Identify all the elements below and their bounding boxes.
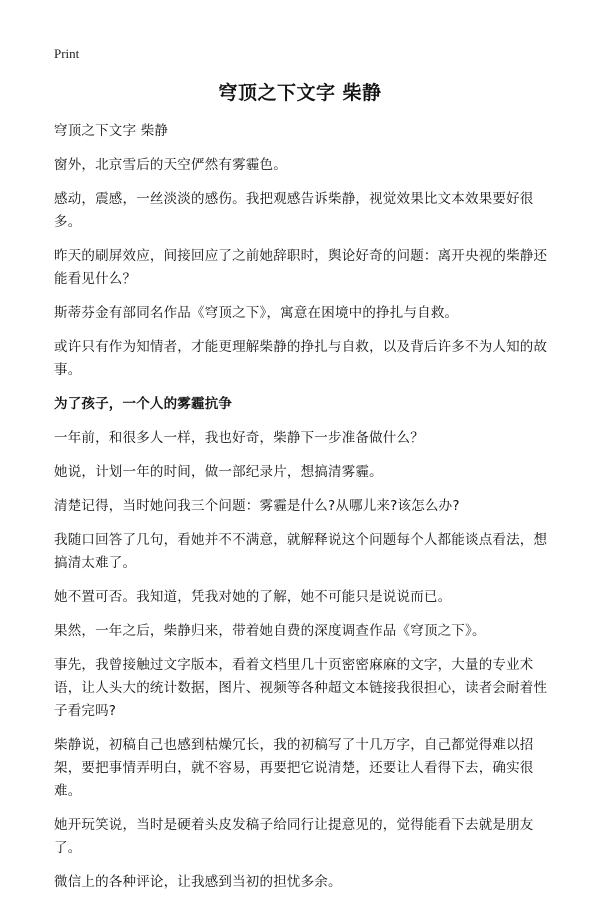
paragraph: 一年前，和很多人一样，我也好奇，柴静下一步准备做什么？ [54,430,424,446]
paragraph: 窗外，北京雪后的天空俨然有雾霾色。 [54,157,287,173]
paragraph: 我随口回答了几句，看她并不不满意，就解释说这个问题每个人都能谈点看法，想搞清太难了。 [54,532,548,571]
article-body [54,120,548,905]
paragraph: 她不置可否。我知道，凭我对她的了解，她不可能只是说说而已。 [54,589,452,605]
paragraph: 清楚记得，当时她问我三个问题：雾霾是什么?从哪儿来?该怎么办? [54,498,460,514]
paragraph: 柴静说，初稿自己也感到枯燥冗长，我的初稿写了十几万字，自己都觉得难以招架，要把事情弄明白，就不容易，再要把它说清楚，还要让人看得下去，确实很难。 [54,737,534,799]
paragraph: 她说，计划一年的时间，做一部纪录片，想搞清雾霾。 [54,464,383,480]
paragraph: 她开玩笑说，当时是硬着头皮发稿子给同行让提意见的，觉得能看下去就是朋友了。 [54,817,534,856]
paragraph: 事先，我曾接触过文字版本，看着文档里几十页密密麻麻的文字，大量的专业术语，让人头大的统计数据，图片、视频等各种超文本链接我很担心，读者会耐着性子看完吗? [54,657,548,719]
page-title: 穹顶之下文字 柴静 [218,82,382,104]
paragraph: 昨天的刷屏效应，间接回应了之前她辞职时，舆论好奇的问题：离开央视的柴静还能看见什么？ [54,248,548,287]
section-heading: 为了孩子，一个人的雾霾抗争 [54,396,233,412]
paragraph: 果然，一年之后，柴静归来，带着她自费的深度调查作品《穹顶之下》。 [54,623,486,639]
article-subtitle: 穹顶之下文字 柴静 [54,123,169,139]
print-link[interactable]: Print [54,46,80,61]
paragraph: 斯蒂芬金有部同名作品《穹顶之下》，寓意在困境中的挣扎与自救。 [54,305,459,321]
paragraph: 感动，震感，一丝淡淡的感伤。我把观感告诉柴静，视觉效果比文本效果要好很多。 [54,191,534,230]
paragraph: 或许只有作为知情者，才能更理解柴静的挣扎与自救，以及背后许多不为人知的故事。 [54,339,548,378]
paragraph: 微信上的各种评论，让我感到当初的担忧多余。 [54,874,342,890]
